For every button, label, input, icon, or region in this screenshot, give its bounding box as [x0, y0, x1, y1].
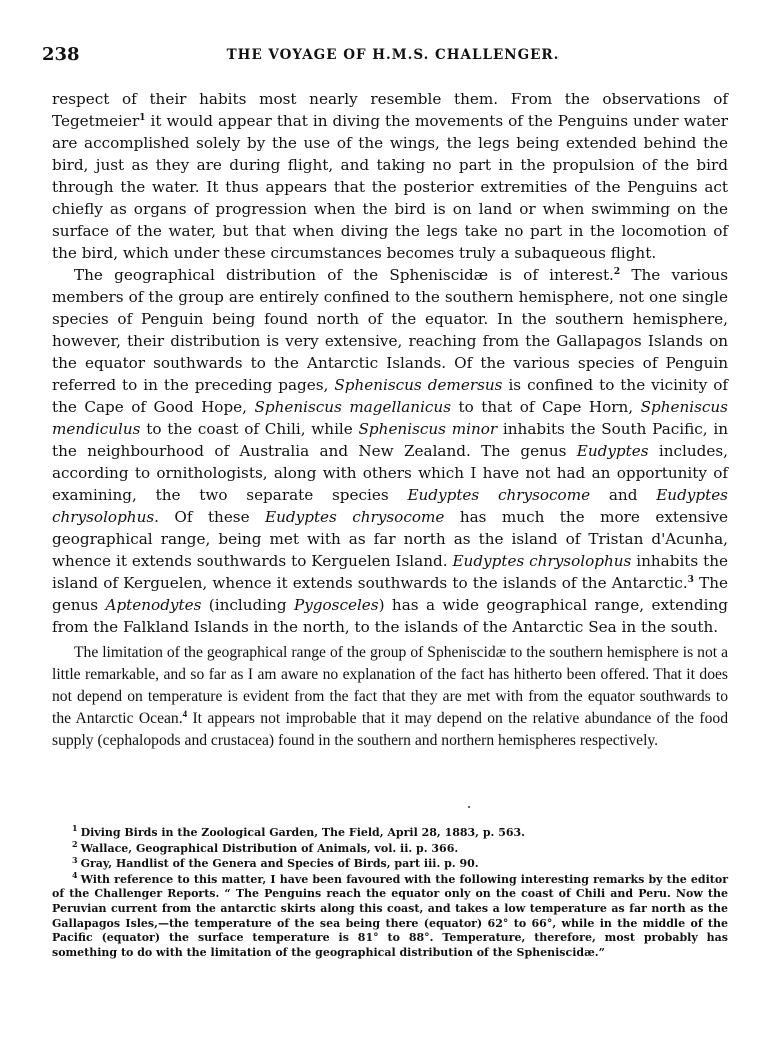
text-run: inhabits the South Pacific, in the neighbourhood of Australia and New Zealand. The genus	[52, 420, 728, 460]
footnote-text: With reference to this matter, I have been favoured with the following interesting remarks by the editor of the Challenger Reports. “ The Penguins reach the equator only on the coast of Chili and Peru. Now the Peruvian current from the antarctic skirts along this coast, and takes a low temperature as far north as the Gallapagos Isles,—the temperature of the sea being there (equator) 62° to 66°, while in the middle of the Pacific (equator) the surface temperature is 81° to 88°. Temperature, therefore, most probably has something to do with the limitation of the geographical distribution of the Spheniscidæ.”	[52, 872, 728, 959]
species-name: Eudyptes chrysolophus	[452, 552, 632, 570]
species-name: Eudyptes chrysolophus.	[52, 486, 728, 526]
species-name: Spheniscus demersus	[334, 376, 503, 394]
text-run: and	[590, 486, 657, 504]
footnote-text: Gray, Handlist of the Genera and Species of Birds, part iii. p. 90.	[80, 857, 479, 871]
footnote-4	[52, 870, 728, 961]
footnote-ref-1[interactable]: 1	[139, 112, 146, 123]
footnote-2	[52, 838, 728, 857]
text-run: it would appear that in diving the movements of the Penguins under water are accomplished solely by the use of the wings, the legs being extended behind the bird, just as they are during flight, and taking no part in the propulsion of the bird through the water. It thus appears that the posterior extremities of the Penguins act chiefly as organs of progression when the bird is on land or when swimming on the surface of the water, but that when diving the legs take no part in the locomotion of the bird, which under these circumstances becomes truly a subaqueous flight.	[52, 112, 728, 262]
paragraph-1	[52, 88, 728, 264]
genus-name: Eudyptes	[576, 442, 649, 460]
footnote-text: Wallace, Geographical Distribution of Animals, vol. ii. p. 366.	[80, 841, 459, 855]
page-header	[42, 44, 744, 70]
text-run: to that of Cape Horn,	[451, 398, 641, 416]
text-run: respect of their habits most nearly resemble them. From the observations of Tegetmeier	[52, 90, 728, 130]
footnote-3	[52, 854, 728, 872]
species-name: Spheniscus magellanicus	[254, 398, 452, 416]
text-run: The various members of the group are entirely confined to the southern hemisphere, not one single species of Penguin being found north of the equator. In the southern hemisphere, however, their distribution is very extensive, reaching from the Gallapagos Islands on the equator southwards to the Antarctic Islands. Of the various species of Penguin referred to in the preceding pages,	[52, 266, 728, 394]
text-run: Of these	[158, 508, 266, 526]
body-text	[52, 88, 728, 752]
species-name: Spheniscus minor	[358, 420, 498, 438]
text-run: to the coast of Chili, while	[140, 420, 359, 438]
footnotes	[52, 823, 728, 961]
page-number: 238	[42, 44, 80, 65]
text-run: includes, according to ornithologists, along with others which I have not had an opportunity of examining, the two separate species	[52, 442, 728, 504]
footnote-ref-3[interactable]: 3	[687, 574, 694, 585]
footnote-ref-4[interactable]: 4	[182, 708, 188, 719]
text-run: The geographical distribution of the Spheniscidæ is of interest.	[74, 266, 614, 284]
species-name: Eudyptes chrysocome	[265, 508, 445, 526]
footnote-marker: 4	[72, 870, 78, 881]
text-run: The genus	[52, 574, 728, 614]
text-run: ) has a wide geographical range, extending from the Falkland Islands in the north, to the islands of the Antarctic Sea in the south.	[52, 596, 728, 636]
paragraph-3	[52, 642, 728, 752]
text-run: has much the more extensive geographical range, being met with as far north as the island of Tristan d'Acunha, whence it extends southwards to Kerguelen Island.	[52, 508, 728, 570]
print-speck	[468, 806, 470, 808]
footnote-1	[52, 823, 728, 841]
genus-name: Pygosceles	[294, 596, 379, 614]
running-title: THE VOYAGE OF H.M.S. CHALLENGER.	[226, 47, 560, 63]
text-run: (including	[201, 596, 294, 614]
species-name: Spheniscus mendiculus	[52, 398, 728, 438]
footnote-marker: 3	[72, 854, 78, 865]
genus-name: Aptenodytes	[105, 596, 202, 614]
footnote-ref-2[interactable]: 2	[613, 266, 621, 277]
text-run: The limitation of the geographical range of the group of Spheniscidæ to the southern hemisphere is not a little remarkable, and so far as I am aware no explanation of the fact has hitherto been offered. That it does not depend on temperature is evident from the fact that they are met with from the equator southwards to the Antarctic Ocean.	[52, 644, 728, 727]
species-name: Eudyptes chrysocome	[407, 486, 591, 504]
paragraph-2	[52, 264, 728, 638]
footnote-marker: 2	[72, 838, 78, 849]
text-run: It appears not improbable that it may depend on the relative abundance of the food supply (cephalopods and crustacea) found in the southern and northern hemispheres respectively.	[52, 710, 728, 749]
footnote-text: Diving Birds in the Zoological Garden, The Field, April 28, 1883, p. 563.	[80, 826, 525, 839]
text-run: is confined to the vicinity of the Cape of Good Hope,	[52, 376, 729, 416]
text-run: inhabits the island of Kerguelen, whence it extends southwards to the islands of the Antarctic.	[52, 552, 729, 592]
footnote-marker: 1	[72, 823, 78, 834]
